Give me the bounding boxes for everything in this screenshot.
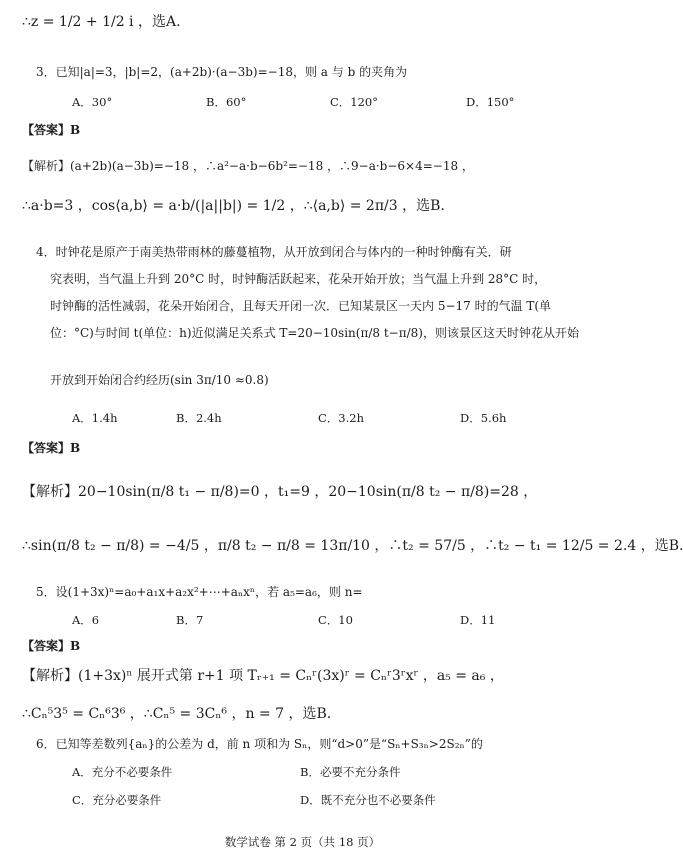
q5-analysis-line2: ∴Cₙ⁵3⁵ = Cₙ⁶3⁶ ，∴Cₙ⁵ = 3Cₙ⁶ ，n = 7 ，选B. [22,706,332,722]
q4-stem-line1: 4．时钟花是原产于南美热带雨林的藤蔓植物，从开放到闭合与体内的一种时钟酶有关．研 [36,245,512,259]
q5-option-a: A．6 [72,613,100,627]
q5-option-c: C．10 [318,613,353,627]
q5-option-d: D．11 [460,613,496,627]
q3-option-a: A．30° [72,95,113,109]
q5-answer: 【答案】B [22,639,81,653]
q4-option-c: C．3.2h [318,411,364,425]
q6-option-b: B．必要不充分条件 [300,765,401,779]
q4-analysis-line1: 【解析】20−10sin(π/8 t₁ − π/8)=0 ，t₁=9 ，20−10sin(π/8 t₂ − π/8)=28 ， [22,484,538,500]
q5-stem: 5．设(1+3x)ⁿ=a₀+a₁x+a₂x²+⋯+aₙxⁿ，若 a₅=a₆，则 n= [36,585,363,599]
q5-option-b: B．7 [176,613,204,627]
q3-analysis-line2: ∴a·b=3 ，cos⟨a,b⟩ = a·b/(|a||b|) = 1/2 ，∴⟨a,b⟩ = 2π/3 ，选B. [22,198,445,214]
q4-option-b: B．2.4h [176,411,222,425]
q5-analysis-line1: 【解析】(1+3x)ⁿ 展开式第 r+1 项 Tᵣ₊₁ = Cₙʳ(3x)ʳ = Cₙʳ3ʳxʳ ，a₅ = a₆ ， [22,668,504,684]
q4-stem-line2: 究表明，当气温上升到 20°C 时，时钟酶活跃起来，花朵开始开放；当气温上升到 28°C 时， [50,272,547,286]
page-footer: 数学试卷 第 2 页（共 18 页） [224,835,381,849]
q4-option-d: D．5.6h [460,411,507,425]
q6-option-a: A．充分不必要条件 [72,765,173,779]
q4-analysis-line2: ∴sin(π/8 t₂ − π/8) = −4/5 ，π/8 t₂ − π/8 = 13π/10 ，∴t₂ = 57/5 ，∴t₂ − t₁ = 12/5 = 2.4 ，选B. [22,538,683,554]
q4-stem-line5: 开放到开始闭合约经历(sin 3π/10 ≈0.8) [50,373,269,387]
q6-stem: 6．已知等差数列{aₙ}的公差为 d，前 n 项和为 Sₙ，则“d>0”是“Sₙ+S₃ₙ>2S₂ₙ”的 [36,737,483,751]
q4-option-a: A．1.4h [72,411,118,425]
q2-conclusion: ∴z = 1/2 + 1/2 i ，选A. [22,14,181,30]
q4-stem-line4: 位：°C)与时间 t(单位：h)近似满足关系式 T=20−10sin(π/8 t−π/8)，则该景区这天时钟花从开始 [50,326,579,340]
q3-option-b: B．60° [206,95,247,109]
q6-option-c: C．充分必要条件 [72,793,162,807]
q3-option-c: C．120° [330,95,378,109]
q3-answer: 【答案】B [22,123,81,137]
q3-analysis-line1: 【解析】(a+2b)(a−3b)=−18 ，∴a²−a·b−6b²=−18 ，∴9−a·b−6×4=−18 ， [22,159,474,173]
q3-stem: 3．已知|a|=3，|b|=2，(a+2b)·(a−3b)=−18，则 a 与 b 的夹角为 [36,65,408,79]
q4-stem-line3: 时钟酶的活性减弱，花朵开始闭合，且每天开闭一次．已知某景区一天内 5−17 时的气温 T(单 [50,299,552,313]
q3-option-d: D．150° [466,95,515,109]
q6-option-d: D．既不充分也不必要条件 [300,793,436,807]
q4-answer: 【答案】B [22,441,81,455]
